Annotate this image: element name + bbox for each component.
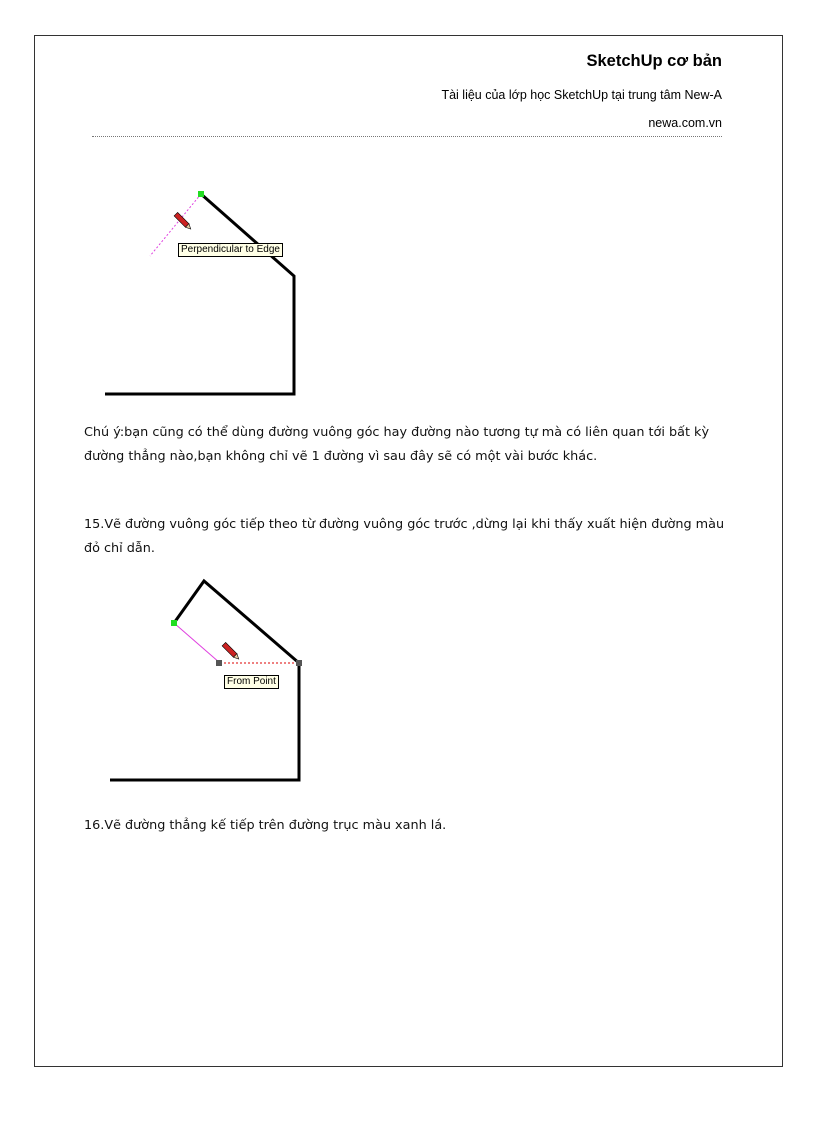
document-subtitle: Tài liệu của lớp học SketchUp tại trung tâm New-A [441,88,722,102]
current-point-marker [216,660,222,666]
step-15-paragraph: 15.Vẽ đường vuông góc tiếp theo từ đường vuông góc trước ,dừng lại khi thấy xuất hiện đường màu đỏ chỉ dẫn. [84,517,725,556]
figure-perpendicular-to-edge [98,183,303,398]
note-paragraph: Chú ý:bạn cũng có thể dùng đường vuông góc hay đường nào tương tự mà có liên quan tới bất kỳ đường thẳng nào,bạn không chỉ vẽ 1 đường vì sau đây sẽ có một vài bước khác. [84,425,710,464]
pencil-icon [222,642,240,660]
endpoint-marker [198,191,204,197]
drawn-edges [105,194,294,394]
tooltip-perpendicular: Perpendicular to Edge [178,243,283,257]
figure-from-point [98,575,308,785]
document-website: newa.com.vn [648,116,722,130]
perpendicular-line [174,623,220,663]
document-title: SketchUp cơ bản [586,52,722,70]
header-divider [92,136,722,137]
figure-1-drawing [98,183,303,398]
tooltip-from-point: From Point [224,675,279,689]
start-endpoint-marker [171,620,177,626]
step-16-paragraph: 16.Vẽ đường thẳng kế tiếp trên đường trục màu xanh lá. [84,818,447,833]
from-point-marker [296,660,302,666]
pencil-icon [174,212,192,230]
